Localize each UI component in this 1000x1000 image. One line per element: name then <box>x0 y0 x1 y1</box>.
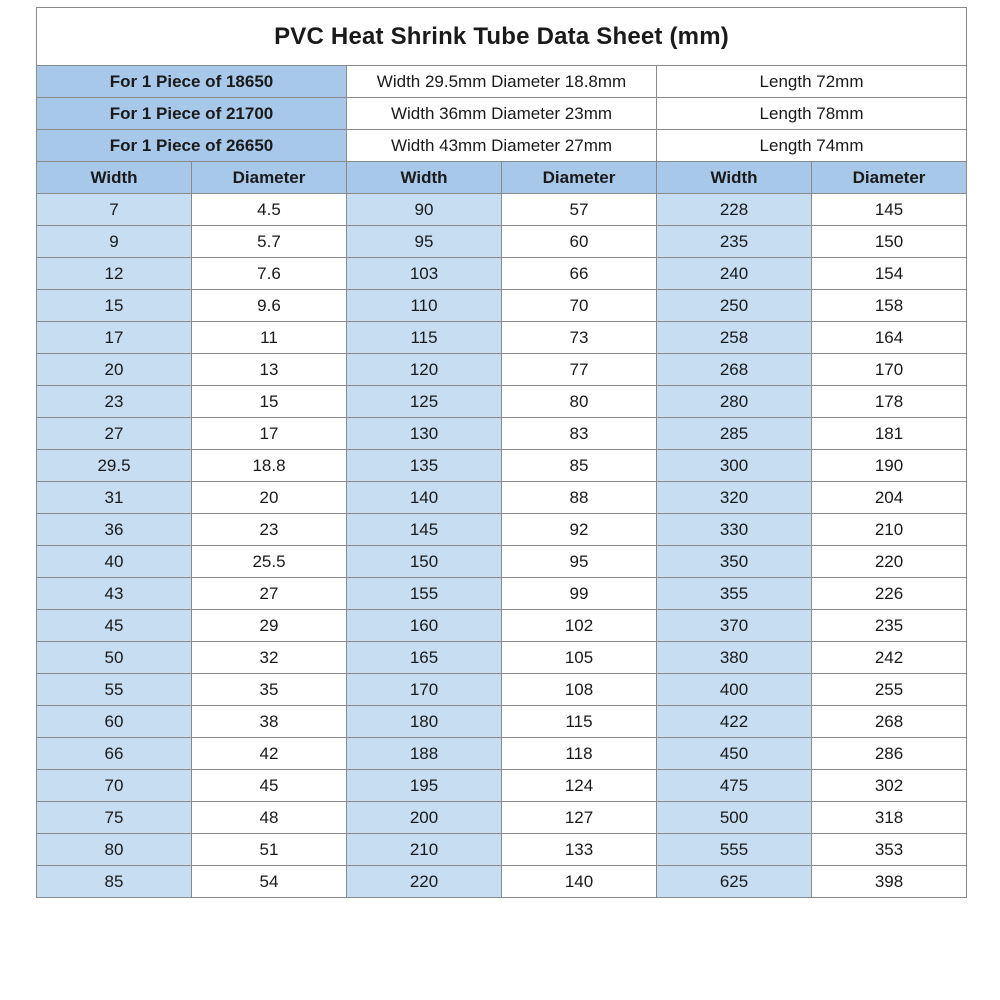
width-cell: 235 <box>657 226 812 258</box>
diameter-cell: 268 <box>812 706 967 738</box>
width-cell: 43 <box>37 578 192 610</box>
diameter-cell: 9.6 <box>192 290 347 322</box>
diameter-cell: 255 <box>812 674 967 706</box>
width-cell: 29.5 <box>37 450 192 482</box>
diameter-cell: 115 <box>502 706 657 738</box>
piece-row <box>37 66 967 98</box>
diameter-cell: 210 <box>812 514 967 546</box>
piece-label: For 1 Piece of 21700 <box>37 98 347 130</box>
width-cell: 85 <box>37 866 192 898</box>
width-cell: 350 <box>657 546 812 578</box>
width-cell: 475 <box>657 770 812 802</box>
diameter-cell: 70 <box>502 290 657 322</box>
diameter-cell: 11 <box>192 322 347 354</box>
width-cell: 17 <box>37 322 192 354</box>
width-cell: 170 <box>347 674 502 706</box>
diameter-cell: 102 <box>502 610 657 642</box>
diameter-cell: 398 <box>812 866 967 898</box>
width-cell: 355 <box>657 578 812 610</box>
table-row <box>37 354 967 386</box>
diameter-cell: 7.6 <box>192 258 347 290</box>
diameter-cell: 83 <box>502 418 657 450</box>
diameter-cell: 32 <box>192 642 347 674</box>
diameter-cell: 51 <box>192 834 347 866</box>
table-row <box>37 578 967 610</box>
width-cell: 330 <box>657 514 812 546</box>
table-row <box>37 482 967 514</box>
diameter-cell: 145 <box>812 194 967 226</box>
piece-length: Length 72mm <box>657 66 967 98</box>
table-row <box>37 322 967 354</box>
diameter-cell: 73 <box>502 322 657 354</box>
diameter-cell: 25.5 <box>192 546 347 578</box>
diameter-cell: 60 <box>502 226 657 258</box>
column-header-section <box>37 162 967 194</box>
width-cell: 130 <box>347 418 502 450</box>
title-row <box>37 8 967 66</box>
width-cell: 7 <box>37 194 192 226</box>
width-cell: 380 <box>657 642 812 674</box>
table-row <box>37 706 967 738</box>
diameter-cell: 140 <box>502 866 657 898</box>
piece-dimensions: Width 29.5mm Diameter 18.8mm <box>347 66 657 98</box>
width-cell: 422 <box>657 706 812 738</box>
width-cell: 120 <box>347 354 502 386</box>
diameter-cell: 302 <box>812 770 967 802</box>
piece-section <box>37 66 967 162</box>
width-cell: 135 <box>347 450 502 482</box>
width-cell: 200 <box>347 802 502 834</box>
column-header: Diameter <box>812 162 967 194</box>
width-cell: 258 <box>657 322 812 354</box>
width-cell: 625 <box>657 866 812 898</box>
piece-label: For 1 Piece of 26650 <box>37 130 347 162</box>
column-header-row <box>37 162 967 194</box>
diameter-cell: 124 <box>502 770 657 802</box>
diameter-cell: 92 <box>502 514 657 546</box>
table-row <box>37 770 967 802</box>
diameter-cell: 48 <box>192 802 347 834</box>
width-cell: 110 <box>347 290 502 322</box>
piece-dimensions: Width 43mm Diameter 27mm <box>347 130 657 162</box>
diameter-cell: 226 <box>812 578 967 610</box>
diameter-cell: 242 <box>812 642 967 674</box>
diameter-cell: 318 <box>812 802 967 834</box>
table-row <box>37 546 967 578</box>
diameter-cell: 27 <box>192 578 347 610</box>
width-cell: 95 <box>347 226 502 258</box>
diameter-cell: 95 <box>502 546 657 578</box>
width-cell: 12 <box>37 258 192 290</box>
width-cell: 370 <box>657 610 812 642</box>
width-cell: 45 <box>37 610 192 642</box>
diameter-cell: 42 <box>192 738 347 770</box>
width-cell: 500 <box>657 802 812 834</box>
width-cell: 165 <box>347 642 502 674</box>
width-cell: 40 <box>37 546 192 578</box>
width-cell: 195 <box>347 770 502 802</box>
width-cell: 20 <box>37 354 192 386</box>
diameter-cell: 66 <box>502 258 657 290</box>
width-cell: 31 <box>37 482 192 514</box>
diameter-cell: 4.5 <box>192 194 347 226</box>
diameter-cell: 105 <box>502 642 657 674</box>
width-cell: 145 <box>347 514 502 546</box>
diameter-cell: 45 <box>192 770 347 802</box>
diameter-cell: 23 <box>192 514 347 546</box>
width-cell: 450 <box>657 738 812 770</box>
table-row <box>37 514 967 546</box>
column-header: Diameter <box>502 162 657 194</box>
table-row <box>37 674 967 706</box>
diameter-cell: 99 <box>502 578 657 610</box>
width-cell: 27 <box>37 418 192 450</box>
width-cell: 240 <box>657 258 812 290</box>
width-cell: 75 <box>37 802 192 834</box>
diameter-cell: 29 <box>192 610 347 642</box>
piece-length: Length 74mm <box>657 130 967 162</box>
diameter-cell: 18.8 <box>192 450 347 482</box>
width-cell: 268 <box>657 354 812 386</box>
column-header: Width <box>347 162 502 194</box>
width-cell: 180 <box>347 706 502 738</box>
column-header: Diameter <box>192 162 347 194</box>
table-row <box>37 834 967 866</box>
diameter-cell: 181 <box>812 418 967 450</box>
piece-dimensions: Width 36mm Diameter 23mm <box>347 98 657 130</box>
diameter-cell: 15 <box>192 386 347 418</box>
diameter-cell: 108 <box>502 674 657 706</box>
diameter-cell: 150 <box>812 226 967 258</box>
diameter-cell: 20 <box>192 482 347 514</box>
width-cell: 155 <box>347 578 502 610</box>
piece-length: Length 78mm <box>657 98 967 130</box>
diameter-cell: 77 <box>502 354 657 386</box>
width-cell: 125 <box>347 386 502 418</box>
width-cell: 115 <box>347 322 502 354</box>
width-cell: 9 <box>37 226 192 258</box>
diameter-cell: 38 <box>192 706 347 738</box>
column-header: Width <box>37 162 192 194</box>
width-cell: 285 <box>657 418 812 450</box>
width-cell: 160 <box>347 610 502 642</box>
diameter-cell: 127 <box>502 802 657 834</box>
width-cell: 23 <box>37 386 192 418</box>
diameter-cell: 353 <box>812 834 967 866</box>
table-row <box>37 194 967 226</box>
width-cell: 228 <box>657 194 812 226</box>
diameter-cell: 235 <box>812 610 967 642</box>
diameter-cell: 190 <box>812 450 967 482</box>
diameter-cell: 204 <box>812 482 967 514</box>
width-cell: 555 <box>657 834 812 866</box>
width-cell: 15 <box>37 290 192 322</box>
diameter-cell: 170 <box>812 354 967 386</box>
table-row <box>37 290 967 322</box>
width-cell: 60 <box>37 706 192 738</box>
diameter-cell: 118 <box>502 738 657 770</box>
table-row <box>37 226 967 258</box>
diameter-cell: 286 <box>812 738 967 770</box>
table-row <box>37 450 967 482</box>
width-cell: 188 <box>347 738 502 770</box>
table-row <box>37 418 967 450</box>
diameter-cell: 220 <box>812 546 967 578</box>
table-row <box>37 642 967 674</box>
diameter-cell: 88 <box>502 482 657 514</box>
width-cell: 210 <box>347 834 502 866</box>
table-row <box>37 738 967 770</box>
diameter-cell: 35 <box>192 674 347 706</box>
diameter-cell: 178 <box>812 386 967 418</box>
width-cell: 320 <box>657 482 812 514</box>
table-row <box>37 610 967 642</box>
width-cell: 140 <box>347 482 502 514</box>
data-table <box>36 7 967 898</box>
width-cell: 300 <box>657 450 812 482</box>
size-rows <box>37 194 967 898</box>
width-cell: 80 <box>37 834 192 866</box>
width-cell: 250 <box>657 290 812 322</box>
width-cell: 280 <box>657 386 812 418</box>
table-row <box>37 258 967 290</box>
table-row <box>37 802 967 834</box>
table-row <box>37 386 967 418</box>
width-cell: 36 <box>37 514 192 546</box>
width-cell: 70 <box>37 770 192 802</box>
width-cell: 220 <box>347 866 502 898</box>
width-cell: 103 <box>347 258 502 290</box>
diameter-cell: 57 <box>502 194 657 226</box>
piece-label: For 1 Piece of 18650 <box>37 66 347 98</box>
diameter-cell: 85 <box>502 450 657 482</box>
width-cell: 150 <box>347 546 502 578</box>
diameter-cell: 133 <box>502 834 657 866</box>
diameter-cell: 164 <box>812 322 967 354</box>
width-cell: 55 <box>37 674 192 706</box>
column-header: Width <box>657 162 812 194</box>
data-sheet <box>36 7 966 898</box>
width-cell: 66 <box>37 738 192 770</box>
piece-row <box>37 98 967 130</box>
diameter-cell: 5.7 <box>192 226 347 258</box>
width-cell: 50 <box>37 642 192 674</box>
diameter-cell: 17 <box>192 418 347 450</box>
diameter-cell: 154 <box>812 258 967 290</box>
sheet-title: PVC Heat Shrink Tube Data Sheet (mm) <box>37 8 967 66</box>
diameter-cell: 158 <box>812 290 967 322</box>
piece-row <box>37 130 967 162</box>
diameter-cell: 54 <box>192 866 347 898</box>
width-cell: 90 <box>347 194 502 226</box>
diameter-cell: 80 <box>502 386 657 418</box>
width-cell: 400 <box>657 674 812 706</box>
diameter-cell: 13 <box>192 354 347 386</box>
table-row <box>37 866 967 898</box>
